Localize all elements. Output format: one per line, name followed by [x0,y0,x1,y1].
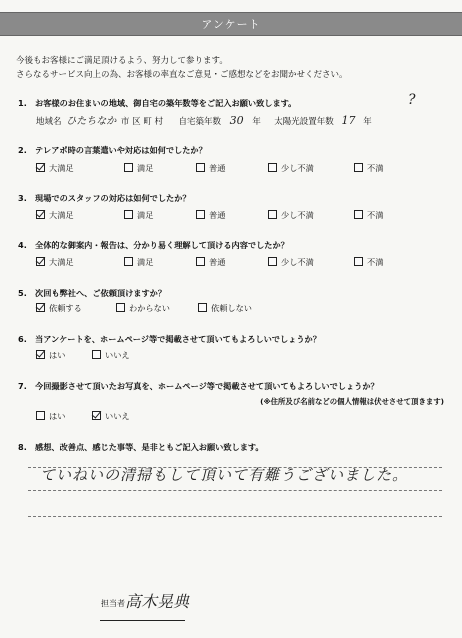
q2-option-normal[interactable]: 普通 [196,163,225,174]
q3-option-satisfied[interactable]: 満足 [124,210,153,221]
q6-option-yes[interactable]: はい [36,350,65,361]
checkbox-icon[interactable] [124,210,133,219]
region-suffix: 市 区 町 村 [120,117,164,127]
q3-option-dissatisfied[interactable]: 不満 [354,210,383,221]
checkbox-checked-icon[interactable] [36,350,45,359]
privacy-note: (※住所及び名前などの個人情報は伏せさせて頂きます) [260,397,444,406]
q3-option-slightly-dissatisfied[interactable]: 少し不満 [268,210,314,221]
comment-text[interactable]: ていねいの清掃もして頂いて有難うございました。 [40,466,409,484]
comment-line-3 [28,516,442,517]
region-label: 地域名 [36,117,62,127]
comment-line-2 [28,490,442,491]
q5-option-unsure[interactable]: わからない [116,303,170,314]
q2-option-dissatisfied[interactable]: 不満 [354,163,383,174]
q1-fields: 地域名 ひたちなか 市 区 町 村 自宅築年数 30 年 太陽光設置年数 17 年 [36,114,372,127]
q5-option-will-request[interactable]: 依頼する [36,303,82,314]
intro-line-1: 今後もお客様にご満足頂けるよう、努力して参ります。 [16,56,228,66]
checkbox-checked-icon[interactable] [36,210,45,219]
q7-option-no[interactable]: いいえ [92,411,130,422]
page-title: アンケート [201,18,261,31]
header-banner [0,12,462,36]
q4-option-very-satisfied[interactable]: 大満足 [36,257,74,268]
q3-option-normal[interactable]: 普通 [196,210,225,221]
checkbox-icon[interactable] [354,210,363,219]
checkbox-checked-icon[interactable] [36,163,45,172]
question-3: 3. 現場でのスタッフの対応は如何でしたか？ [18,193,191,203]
checkbox-checked-icon[interactable] [36,303,45,312]
solar-years-label: 太陽光設置年数 [274,117,334,127]
checkbox-icon[interactable] [36,411,45,420]
checkbox-icon[interactable] [196,210,205,219]
checkbox-checked-icon[interactable] [92,411,101,420]
checkbox-icon[interactable] [92,350,101,359]
checkbox-icon[interactable] [268,210,277,219]
question-8: 8. 感想、改善点、感じた事等、是非ともご記入お願い致します。 [18,442,264,452]
q4-option-satisfied[interactable]: 満足 [124,257,153,268]
staff-label: 担当者 [101,599,125,608]
solar-years-value[interactable]: 17 [341,114,356,127]
checkbox-icon[interactable] [124,257,133,266]
home-age-value[interactable]: 30 [229,114,244,127]
q3-option-very-satisfied[interactable]: 大満足 [36,210,74,221]
handwritten-question-mark: ? [408,92,416,108]
q7-option-yes[interactable]: はい [36,411,65,422]
q6-option-no[interactable]: いいえ [92,350,130,361]
checkbox-icon[interactable] [116,303,125,312]
checkbox-icon[interactable] [124,163,133,172]
question-7: 7. 今回撮影させて頂いたお写真を、ホームページ等で掲載させて頂いてもよろしいでしょうか？ [18,381,379,391]
checkbox-icon[interactable] [354,257,363,266]
home-age-label: 自宅築年数 [178,117,221,127]
q4-option-dissatisfied[interactable]: 不満 [354,257,383,268]
checkbox-icon[interactable] [198,303,207,312]
question-1: 1. お客様のお住まいの地域、御自宅の築年数等をご記入お願い致します。 [18,98,297,108]
q2-option-very-satisfied[interactable]: 大満足 [36,163,74,174]
checkbox-icon[interactable] [354,163,363,172]
q4-option-normal[interactable]: 普通 [196,257,225,268]
checkbox-icon[interactable] [196,163,205,172]
q5-option-will-not-request[interactable]: 依頼しない [198,303,252,314]
question-4: 4. 全体的な御案内・報告は、分かり易く理解して頂ける内容でしたか？ [18,240,289,250]
staff-signature: 高木晃典 [125,592,190,611]
question-6: 6. 当アンケートを、ホームページ等で掲載させて頂いてもよろしいでしょうか？ [18,334,321,344]
question-5: 5. 次回も弊社へ、ご依頼頂けますか？ [18,288,167,298]
checkbox-checked-icon[interactable] [36,257,45,266]
q2-option-satisfied[interactable]: 満足 [124,163,153,174]
checkbox-icon[interactable] [268,163,277,172]
checkbox-icon[interactable] [196,257,205,266]
q2-option-slightly-dissatisfied[interactable]: 少し不満 [268,163,314,174]
question-2: 2. テレアポ時の言葉遣いや対応は如何でしたか？ [18,145,207,155]
region-value[interactable]: ひたちなか [66,116,117,127]
staff-underline [100,620,185,621]
checkbox-icon[interactable] [268,257,277,266]
intro-line-2: さらなるサービス向上の為、お客様の率直なご意見・ご感想などをお聞かせください。 [16,70,348,80]
q4-option-slightly-dissatisfied[interactable]: 少し不満 [268,257,314,268]
